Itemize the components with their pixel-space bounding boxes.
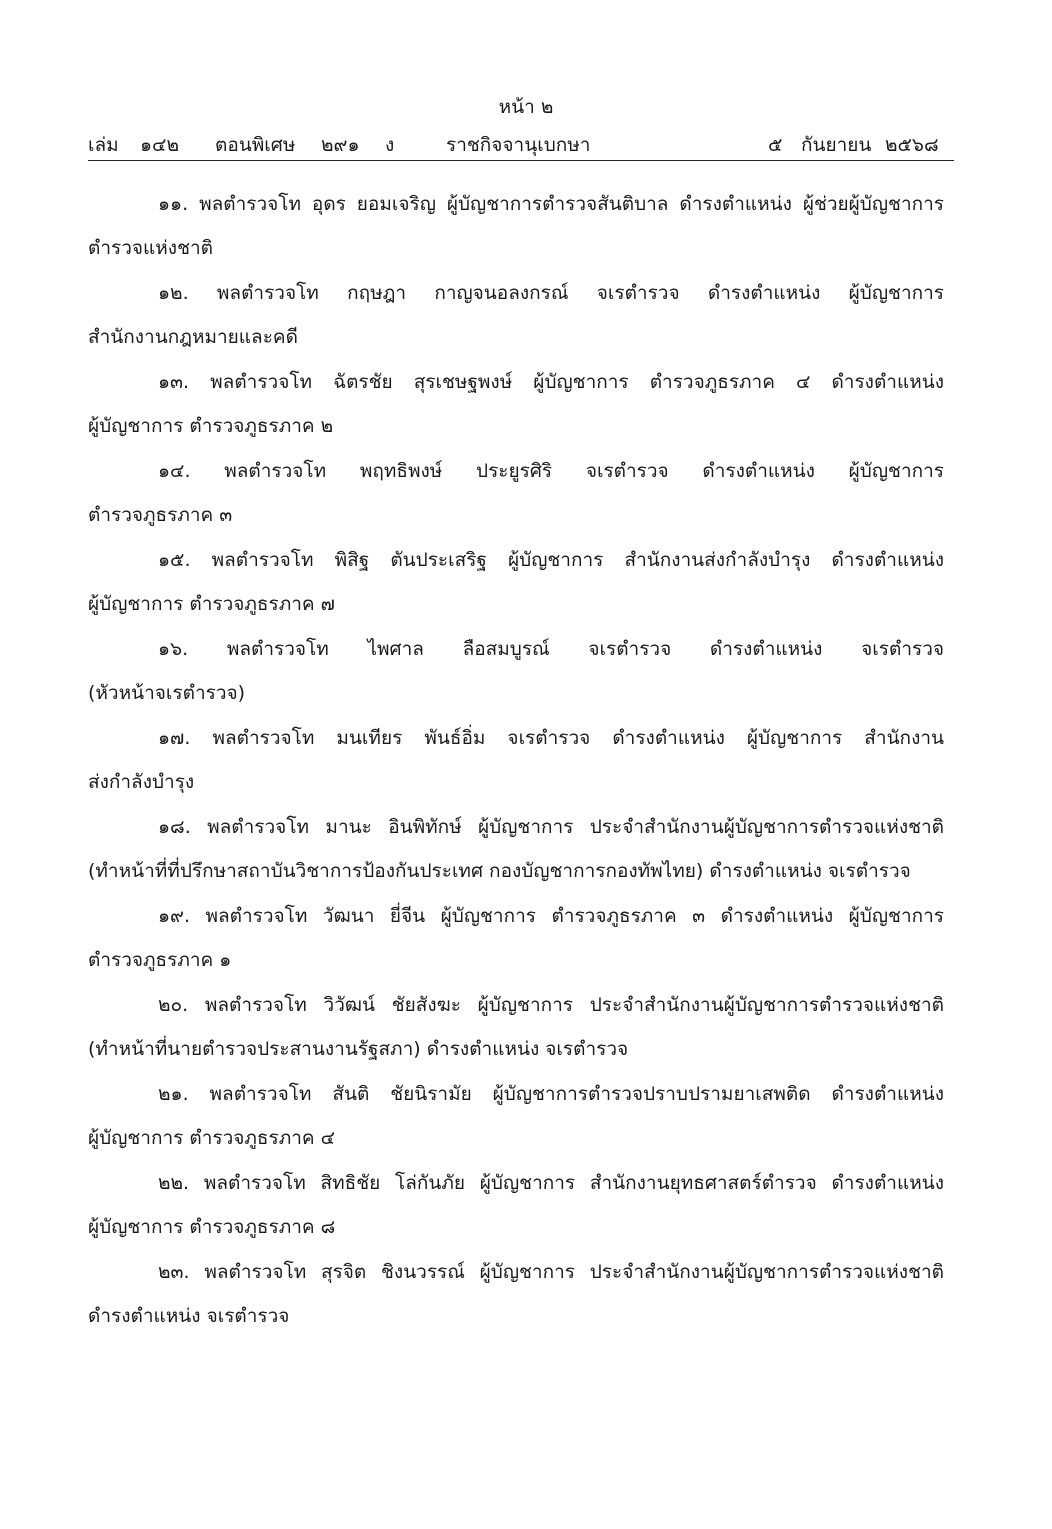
header-gazette-name: ราชกิจจานุเบกษา (446, 134, 591, 156)
entry-continuation-line: (ทำหน้าที่นายตำรวจประสานงานรัฐสภา) ดำรงตำแหน่ง จเรตำรวจ (88, 1038, 629, 1060)
entry-first-line: ๒๓. พลตำรวจโท สุรจิต ชิงนวรรณ์ ผู้บัญชาการ ประจำสำนักงานผู้บัญชาการตำรวจแห่งชาติ (158, 1261, 944, 1283)
appointment-entry (88, 812, 944, 901)
appointment-entry (88, 545, 944, 634)
gazette-header (88, 130, 954, 160)
appointment-entry (88, 1168, 944, 1257)
entry-first-line: ๑๔. พลตำรวจโท พฤทธิพงษ์ ประยูรศิริ จเรตำรวจ ดำรงตำแหน่ง ผู้บัญชาการ (158, 460, 944, 482)
entry-continuation-line: (ทำหน้าที่ที่ปรึกษาสถาบันวิชาการป้องกันประเทศ กองบัญชาการกองทัพไทย) ดำรงตำแหน่ง จเรตำรวจ (88, 860, 911, 882)
header-divider (88, 160, 954, 161)
appointment-entry (88, 1257, 944, 1346)
appointment-entry (88, 189, 944, 278)
entry-first-line: ๑๒. พลตำรวจโท กฤษฎา กาญจนอลงกรณ์ จเรตำรวจ ดำรงตำแหน่ง ผู้บัญชาการ (158, 282, 944, 304)
entry-continuation-line: (หัวหน้าจเรตำรวจ) (88, 682, 246, 704)
entry-first-line: ๑๙. พลตำรวจโท วัฒนา ยี่จีน ผู้บัญชาการ ตำรวจภูธรภาค ๓ ดำรงตำแหน่ง ผู้บัญชาการ (158, 905, 944, 927)
header-issue-label: ตอนพิเศษ (215, 134, 296, 156)
appointment-entry (88, 278, 944, 367)
entry-first-line: ๒๐. พลตำรวจโท วิวัฒน์ ชัยสังฆะ ผู้บัญชาการ ประจำสำนักงานผู้บัญชาการตำรวจแห่งชาติ (158, 994, 944, 1016)
entry-continuation-line: ส่งกำลังบำรุง (88, 771, 195, 793)
entry-continuation-line: ตำรวจภูธรภาค ๓ (88, 504, 233, 526)
entry-first-line: ๑๗. พลตำรวจโท มนเทียร พันธ์อิ่ม จเรตำรวจ ดำรงตำแหน่ง ผู้บัญชาการ สำนักงาน (158, 727, 944, 749)
entry-first-line: ๑๑. พลตำรวจโท อุดร ยอมเจริญ ผู้บัญชาการตำรวจสันติบาล ดำรงตำแหน่ง ผู้ช่วยผู้บัญชาการ (158, 193, 944, 215)
header-section: ง (385, 134, 395, 156)
page-number: หน้า ๒ (498, 96, 554, 118)
entry-first-line: ๑๘. พลตำรวจโท มานะ อินพิทักษ์ ผู้บัญชาการ ประจำสำนักงานผู้บัญชาการตำรวจแห่งชาติ (158, 816, 944, 838)
entry-continuation-line: ผู้บัญชาการ ตำรวจภูธรภาค ๘ (88, 1216, 336, 1238)
entry-first-line: ๑๓. พลตำรวจโท ฉัตรชัย สุรเชษฐพงษ์ ผู้บัญชาการ ตำรวจภูธรภาค ๔ ดำรงตำแหน่ง (158, 371, 944, 393)
entry-continuation-line: ผู้บัญชาการ ตำรวจภูธรภาค ๗ (88, 593, 335, 615)
entry-first-line: ๒๒. พลตำรวจโท สิทธิชัย โล่กันภัย ผู้บัญชาการ สำนักงานยุทธศาสตร์ตำรวจ ดำรงตำแหน่ง (158, 1172, 944, 1194)
header-issue-number: ๒๙๑ (321, 134, 360, 156)
header-volume-label: เล่ม (88, 134, 119, 156)
header-date-month: กันยายน (801, 134, 872, 156)
entry-first-line: ๑๕. พลตำรวจโท พิสิฐ ตันประเสริฐ ผู้บัญชาการ สำนักงานส่งกำลังบำรุง ดำรงตำแหน่ง (158, 549, 944, 571)
entry-continuation-line: ตำรวจแห่งชาติ (88, 237, 213, 259)
appointment-entry (88, 723, 944, 812)
appointment-entry (88, 1079, 944, 1168)
header-volume-number: ๑๔๒ (140, 134, 179, 156)
appointment-entry (88, 901, 944, 990)
header-date-year: ๒๕๖๘ (885, 134, 939, 156)
header-date-day: ๕ (768, 134, 783, 156)
appointment-entry (88, 367, 944, 456)
entry-first-line: ๑๖. พลตำรวจโท ไพศาล ลือสมบูรณ์ จเรตำรวจ ดำรงตำแหน่ง จเรตำรวจ (158, 638, 944, 660)
appointment-list (88, 189, 944, 1346)
appointment-entry (88, 456, 944, 545)
entry-first-line: ๒๑. พลตำรวจโท สันติ ชัยนิรามัย ผู้บัญชาการตำรวจปราบปรามยาเสพติด ดำรงตำแหน่ง (158, 1083, 944, 1105)
entry-continuation-line: สำนักงานกฎหมายและคดี (88, 326, 298, 348)
appointment-entry (88, 634, 944, 723)
entry-continuation-line: ผู้บัญชาการ ตำรวจภูธรภาค ๒ (88, 415, 334, 437)
appointment-entry (88, 990, 944, 1079)
entry-continuation-line: ดำรงตำแหน่ง จเรตำรวจ (88, 1305, 290, 1327)
entry-continuation-line: ผู้บัญชาการ ตำรวจภูธรภาค ๔ (88, 1127, 336, 1149)
entry-continuation-line: ตำรวจภูธรภาค ๑ (88, 949, 232, 971)
